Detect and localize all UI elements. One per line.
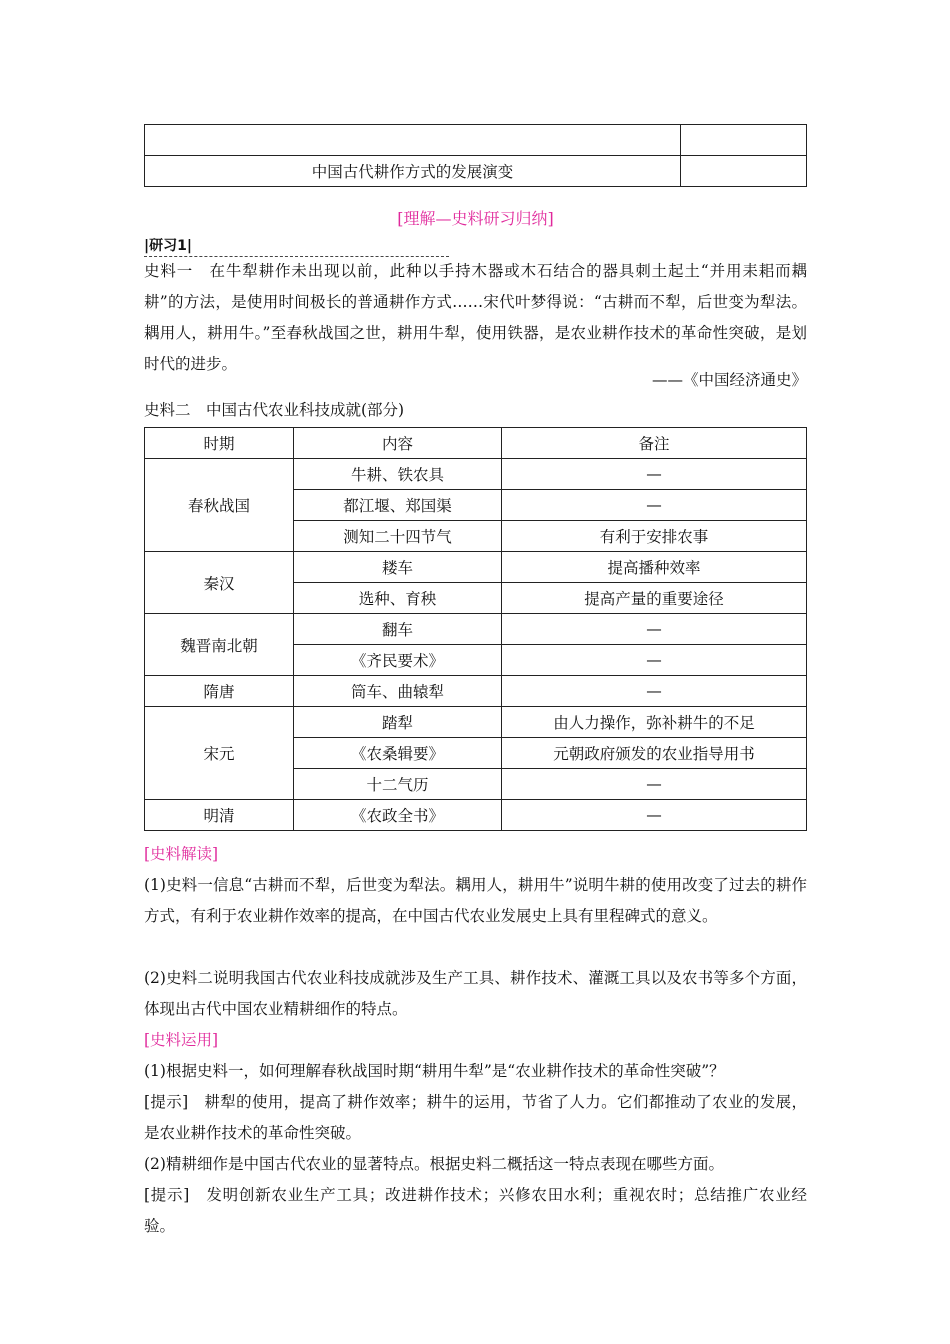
content-cell: 踏犁 xyxy=(294,707,502,738)
content-cell: 选种、育秧 xyxy=(294,583,502,614)
header-cell-side xyxy=(681,125,807,156)
period-cell: 宋元 xyxy=(145,707,294,800)
table-header-row xyxy=(145,428,807,459)
table-row xyxy=(145,614,807,645)
application-question-2: (2)精耕细作是中国古代农业的显著特点。根据史料二概括这一特点表现在哪些方面。 xyxy=(144,1155,724,1173)
content-cell: 耧车 xyxy=(294,552,502,583)
note-cell: 元朝政府颁发的农业指导用书 xyxy=(502,738,807,769)
note-cell: — xyxy=(502,614,807,645)
application-answer-2: [提示] 发明创新农业生产工具；改进耕作技术；兴修农田水利；重视农时；总结推广农业经验。 xyxy=(144,1186,807,1235)
source1-text: 史料一 在牛犁耕作未出现以前，此种以手持木器或木石结合的器具刺土起土“并用耒耜而耦耕”的方法，是使用时间极长的普通耕作方式……宋代叶梦得说：“古耕而不犁，后世变为犁法。耦用人，耕用牛。”至春秋战国之世，耕用牛犁，使用铁器，是农业耕作技术的革命性突破，是划时代的进步。 xyxy=(144,262,807,373)
note-cell: — xyxy=(502,490,807,521)
table-row xyxy=(145,676,807,707)
application-label: [史料运用] xyxy=(144,1031,219,1049)
section-heading: [理解—史料研习归纳] xyxy=(397,209,554,228)
note-cell: — xyxy=(502,676,807,707)
content-cell: 测知二十四节气 xyxy=(294,521,502,552)
note-cell: — xyxy=(502,459,807,490)
table-row xyxy=(145,800,807,831)
header-cell-empty xyxy=(145,125,681,156)
note-cell: 提高播种效率 xyxy=(502,552,807,583)
period-cell: 魏晋南北朝 xyxy=(145,614,294,676)
table-header: 内容 xyxy=(294,428,502,459)
content-cell: 《农政全书》 xyxy=(294,800,502,831)
content-cell: 筒车、曲辕犁 xyxy=(294,676,502,707)
interpretation-item-2: (2)史料二说明我国古代农业科技成就涉及生产工具、耕作技术、灌溉工具以及农书等多个方面，体现出古代中国农业精耕细作的特点。 xyxy=(144,969,807,1018)
content-cell: 《齐民要术》 xyxy=(294,645,502,676)
interpretation-label: [史料解读] xyxy=(144,845,219,863)
note-cell: — xyxy=(502,800,807,831)
table-row xyxy=(145,552,807,583)
note-cell: 提高产量的重要途径 xyxy=(502,583,807,614)
note-cell: — xyxy=(502,645,807,676)
content-cell: 十二气历 xyxy=(294,769,502,800)
source1-citation: ——《中国经济通史》 xyxy=(651,371,807,389)
study-tag-label: 研习1 xyxy=(149,238,187,254)
interpretation-item-1: (1)史料一信息“古耕而不犁，后世变为犁法。耦用人，耕用牛”说明牛耕的使用改变了过去的耕作方式，有利于农业耕作效率的提高，在中国古代农业发展史上具有里程碑式的意义。 xyxy=(144,876,807,925)
application-question-1: (1)根据史料一，如何理解春秋战国时期“耕用牛犁”是“农业耕作技术的革命性突破”？ xyxy=(144,1062,725,1080)
note-cell: 有利于安排农事 xyxy=(502,521,807,552)
content-cell: 翻车 xyxy=(294,614,502,645)
period-cell: 春秋战国 xyxy=(145,459,294,552)
header-table xyxy=(144,124,807,187)
header-title: 中国古代耕作方式的发展演变 xyxy=(145,156,681,187)
note-cell: 由人力操作，弥补耕牛的不足 xyxy=(502,707,807,738)
table-row xyxy=(145,459,807,490)
note-cell: — xyxy=(502,769,807,800)
table-header: 时期 xyxy=(145,428,294,459)
content-cell: 牛耕、铁农具 xyxy=(294,459,502,490)
period-cell: 明清 xyxy=(145,800,294,831)
study-tag: |研习1| xyxy=(144,238,192,254)
period-cell: 隋唐 xyxy=(145,676,294,707)
content-cell: 《农桑辑要》 xyxy=(294,738,502,769)
content-cell: 都江堰、郑国渠 xyxy=(294,490,502,521)
period-cell: 秦汉 xyxy=(145,552,294,614)
achievements-table xyxy=(144,427,807,831)
source2-caption: 史料二 中国古代农业科技成就(部分) xyxy=(144,401,405,419)
table-header: 备注 xyxy=(502,428,807,459)
application-answer-1: [提示] 耕犁的使用，提高了耕作效率；耕牛的运用，节省了人力。它们都推动了农业的发展，是农业耕作技术的革命性突破。 xyxy=(144,1093,807,1142)
table-row xyxy=(145,707,807,738)
header-cell-side xyxy=(681,156,807,187)
